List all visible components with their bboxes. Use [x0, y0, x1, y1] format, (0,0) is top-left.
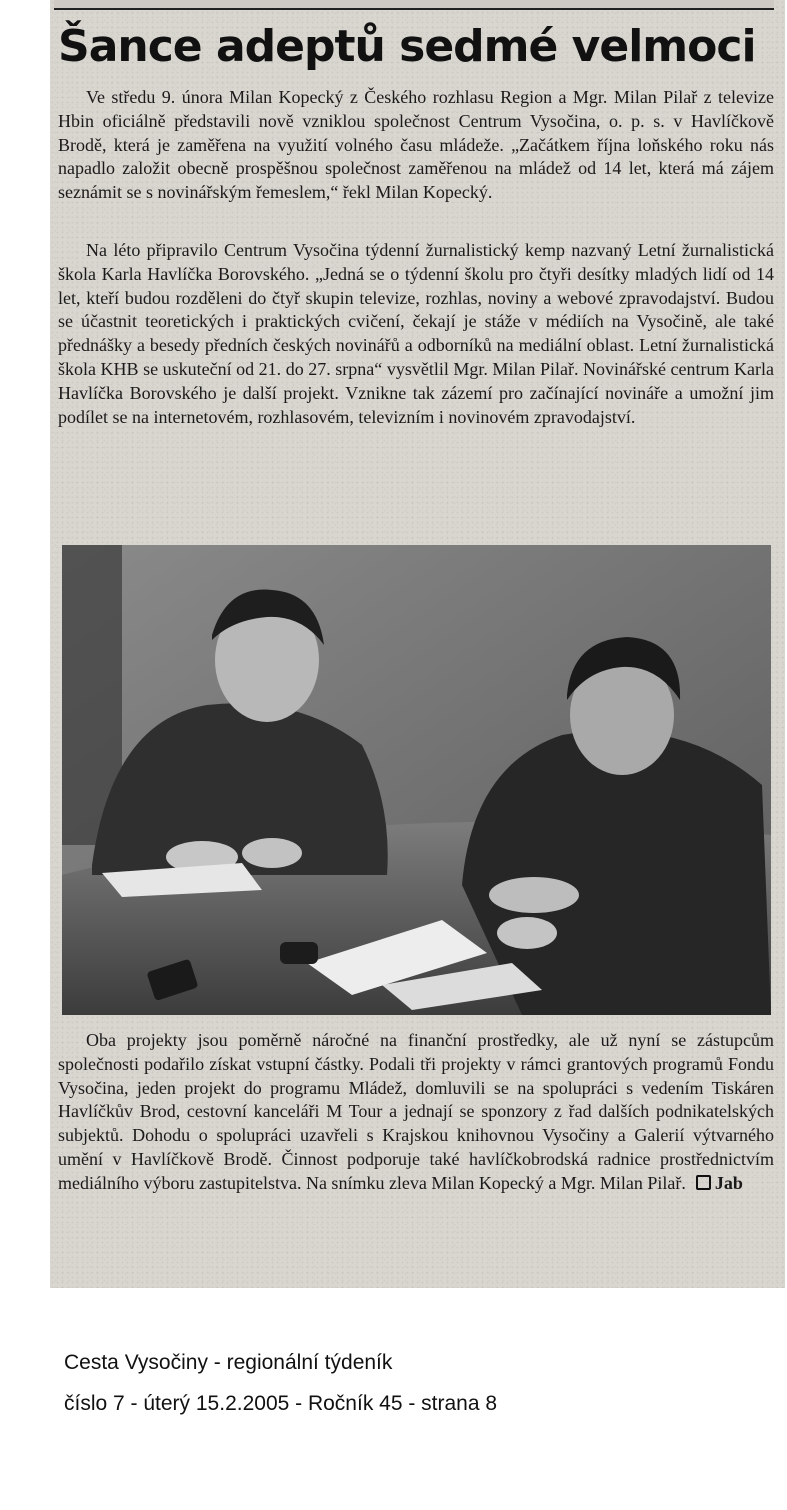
source-publication: Cesta Vysočiny - regionální týdeník — [64, 1351, 393, 1374]
previous-article-strip — [54, 0, 774, 10]
article-paragraph-3-text: Oba projekty jsou poměrně náročné na finanční prostředky, ale už nyní se zástupcům společnosti podařilo získat vstupní částky. Podali tři projekty v rámci grantových programů Fondu Vysočina, jeden projekt do programu Mládež, domluvili se na spolupráci s vedením Tiskáren Havlíčkův Brod, cestovní kanceláři M Tour a jednají se sponzory z řad dalších podnikatelských subjektů. Dohodu o spolupráci uzavřeli s Krajskou knihovnou Vysočiny a Galerií výtvarného umění v Havlíčkově Brodě. Činnost podporuje také havlíčkobrodská radnice prostřednictvím mediálního výboru zastupitelstva. Na snímku zleva Milan Kopecký a Mgr. Milan Pilař. — [58, 1030, 774, 1193]
recorder-icon — [280, 942, 318, 964]
end-mark-icon — [696, 1175, 711, 1190]
source-issue-details: číslo 7 - úterý 15.2.2005 - Ročník 45 - strana 8 — [64, 1392, 498, 1415]
article-paragraph-1: Ve středu 9. února Milan Kopecký z Českého rozhlasu Region a Mgr. Milan Pilař z televize Hbin oficiálně představili nově vzniklou společnost Centrum Vysočina, o. p. s. v Havlíčkově Brodě, která je zaměřena na využití volného času mládeže. „Začátkem října loňského roku nás napadlo založit obecně prospěšnou společnost zaměřenou na mládež od 14 let, která má zájem seznámit se s novinářským řemeslem,“ řekl Milan Kopecký. — [58, 87, 774, 203]
article-photo — [62, 545, 771, 1015]
article-paragraph-2: Na léto připravilo Centrum Vysočina týdenní žurnalistický kemp nazvaný Letní žurnalistická škola Karla Havlíčka Borovského. „Jedná se o týdenní školu pro čtyři desítky mladých lidí od 14 let, kteří budou rozděleni do čtyř skupin televize, rozhlas, noviny a webové zpravodajství. Budou se účastnit teoretických i praktických cvičení, čekají je stáže v médiích na Vysočině, ale také přednášky a besedy předních českých novinářů a odborníků na mediální oblast. Letní žurnalistická škola KHB se uskuteční od 21. do 27. srpna“ vysvětlil Mgr. Milan Pilař. Novinářské centrum Karla Havlíčka Borovského je další projekt. Vznikne tak zázemí pro začínající novináře a umožní jim podílet se na internetovém, rozhlasovém, televizním i novinovém zpravodajství. — [58, 240, 774, 427]
article-paragraph-3 — [58, 1029, 774, 1196]
author-signoff: Jab — [714, 1172, 743, 1193]
article-headline: Šance adeptů sedmé velmoci — [58, 21, 756, 72]
newspaper-clipping — [50, 0, 785, 1288]
